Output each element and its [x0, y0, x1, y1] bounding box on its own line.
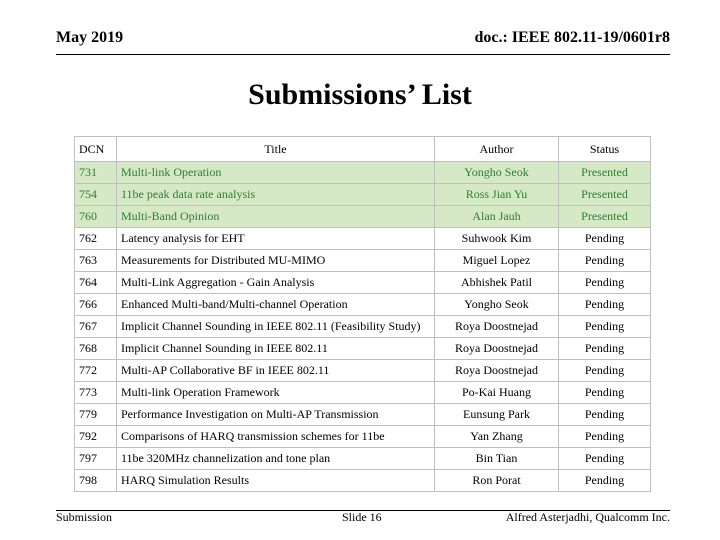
table-row: [75, 404, 651, 426]
cell-dcn: 772: [75, 360, 117, 382]
cell-status: Pending: [559, 316, 651, 338]
cell-dcn: 754: [75, 184, 117, 206]
header-date: May 2019: [56, 29, 124, 46]
cell-title: Performance Investigation on Multi-AP Transmission: [117, 404, 435, 426]
cell-status: Presented: [559, 184, 651, 206]
cell-title: Implicit Channel Sounding in IEEE 802.11 (Feasibility Study): [117, 316, 435, 338]
cell-status: Pending: [559, 382, 651, 404]
table-row: [75, 426, 651, 448]
cell-author: Abhishek Patil: [435, 272, 559, 294]
cell-dcn: 779: [75, 404, 117, 426]
cell-status: Pending: [559, 404, 651, 426]
cell-dcn: 798: [75, 470, 117, 492]
cell-author: Alan Jauh: [435, 206, 559, 228]
cell-title: 11be 320MHz channelization and tone plan: [117, 448, 435, 470]
cell-title: Multi-link Operation Framework: [117, 382, 435, 404]
cell-author: Roya Doostnejad: [435, 360, 559, 382]
col-header-status: Status: [559, 137, 651, 162]
cell-status: Pending: [559, 272, 651, 294]
cell-status: Pending: [559, 448, 651, 470]
table-row: [75, 316, 651, 338]
table-row: [75, 382, 651, 404]
cell-dcn: 764: [75, 272, 117, 294]
cell-author: Yongho Seok: [435, 294, 559, 316]
cell-author: Bin Tian: [435, 448, 559, 470]
table-row: [75, 360, 651, 382]
table-row: [75, 272, 651, 294]
table-row: [75, 448, 651, 470]
table-row: [75, 162, 651, 184]
cell-title: Multi-link Operation: [117, 162, 435, 184]
cell-title: Comparisons of HARQ transmission schemes for 11be: [117, 426, 435, 448]
table-row: [75, 206, 651, 228]
cell-dcn: 797: [75, 448, 117, 470]
cell-author: Yan Zhang: [435, 426, 559, 448]
table-row: [75, 184, 651, 206]
cell-title: 11be peak data rate analysis: [117, 184, 435, 206]
table-row: [75, 294, 651, 316]
cell-status: Pending: [559, 338, 651, 360]
footer-slide-number: Slide 16: [342, 510, 382, 524]
cell-author: Roya Doostnejad: [435, 316, 559, 338]
cell-author: Eunsung Park: [435, 404, 559, 426]
header-doc-id: doc.: IEEE 802.11-19/0601r8: [474, 29, 670, 46]
cell-author: Miguel Lopez: [435, 250, 559, 272]
col-header-author: Author: [435, 137, 559, 162]
cell-status: Presented: [559, 206, 651, 228]
cell-author: Suhwook Kim: [435, 228, 559, 250]
cell-dcn: 792: [75, 426, 117, 448]
cell-dcn: 731: [75, 162, 117, 184]
cell-title: Enhanced Multi-band/Multi-channel Operation: [117, 294, 435, 316]
cell-title: Multi-Band Opinion: [117, 206, 435, 228]
cell-author: Ron Porat: [435, 470, 559, 492]
table-row: [75, 470, 651, 492]
cell-dcn: 766: [75, 294, 117, 316]
table-row: [75, 228, 651, 250]
cell-author: Ross Jian Yu: [435, 184, 559, 206]
cell-title: Multi-AP Collaborative BF in IEEE 802.11: [117, 360, 435, 382]
cell-status: Pending: [559, 250, 651, 272]
cell-title: Implicit Channel Sounding in IEEE 802.11: [117, 338, 435, 360]
col-header-dcn: DCN: [75, 137, 117, 162]
footer-author: Alfred Asterjadhi, Qualcomm Inc.: [505, 510, 670, 524]
cell-dcn: 760: [75, 206, 117, 228]
cell-dcn: 773: [75, 382, 117, 404]
cell-title: HARQ Simulation Results: [117, 470, 435, 492]
footer-submission: Submission: [56, 510, 113, 524]
cell-author: Roya Doostnejad: [435, 338, 559, 360]
cell-author: Po-Kai Huang: [435, 382, 559, 404]
header-rule: [56, 54, 670, 55]
cell-status: Pending: [559, 360, 651, 382]
cell-dcn: 763: [75, 250, 117, 272]
cell-status: Pending: [559, 426, 651, 448]
cell-status: Pending: [559, 228, 651, 250]
cell-dcn: 768: [75, 338, 117, 360]
cell-status: Pending: [559, 294, 651, 316]
slide-title: Submissions’ List: [248, 78, 472, 111]
cell-title: Multi-Link Aggregation - Gain Analysis: [117, 272, 435, 294]
table-header-row: [75, 137, 651, 162]
cell-status: Presented: [559, 162, 651, 184]
cell-status: Pending: [559, 470, 651, 492]
col-header-title: Title: [117, 137, 435, 162]
cell-title: Measurements for Distributed MU-MIMO: [117, 250, 435, 272]
table-row: [75, 338, 651, 360]
table-body: [75, 162, 651, 492]
cell-title: Latency analysis for EHT: [117, 228, 435, 250]
cell-author: Yongho Seok: [435, 162, 559, 184]
table-row: [75, 250, 651, 272]
cell-dcn: 767: [75, 316, 117, 338]
cell-dcn: 762: [75, 228, 117, 250]
submissions-table: [74, 136, 651, 492]
